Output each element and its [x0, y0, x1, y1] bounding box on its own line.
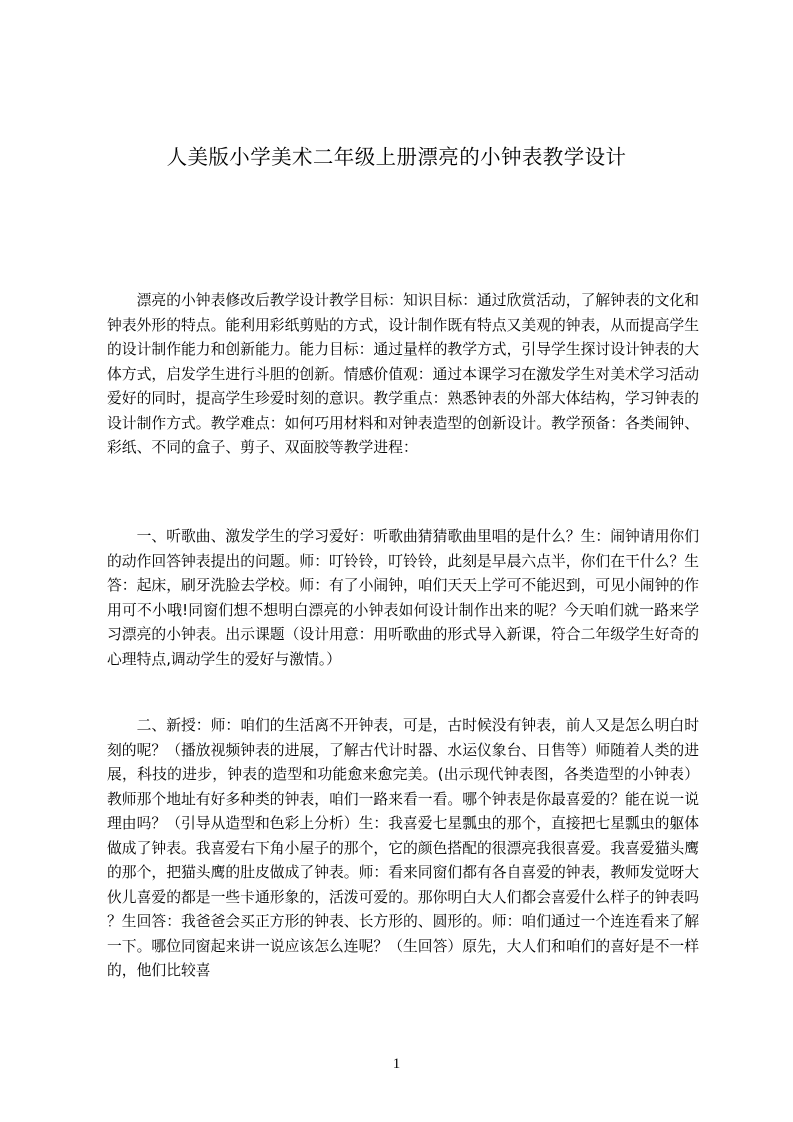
document-title: 人美版小学美术二年级上册漂亮的小钟表教学设计 [166, 145, 627, 169]
page-number: 1 [392, 1056, 401, 1072]
paragraph-teaching-goals: 漂亮的小钟表修改后教学设计教学目标：知识目标：通过欣赏活动，了解钟表的文化和钟表外形的特点。能利用彩纸剪贴的方式，设计制作既有特点又美观的钟表，从而提高学生的设计制作能力和创新能力。能力目标：通过量样的教学方式，引导学生探讨设计钟表的大体方式，启发学生进行斗胆的创新。情感价值观：通过本课学习在激发学生对美术学习活动爱好的同时，提高学生珍爱时刻的意识。教学重点：熟悉钟表的外部大体结构，学习钟表的设计制作方式。教学难点：如何巧用材料和对钟表造型的创新设计。教学预备：各类闹钟、彩纸、不同的盒子、剪子、双面胶等教学进程： [107, 292, 699, 456]
paragraph-song-intro: 一、听歌曲、激发学生的学习爱好：听歌曲猜猜歌曲里唱的是什么？生：闹钟请用你们的动作回答钟表提出的问题。师：叮铃铃，叮铃铃，此刻是早晨六点半，你们在干什么？生答：起床，刷牙洗脸去学校。师：有了小闹钟，咱们天天上学可不能迟到，可见小闹钟的作用可不小哦!同窗们想不想明白漂亮的小钟表如何设计制作出来的呢？今天咱们就一路来学习漂亮的小钟表。出示课题（设计用意：用听歌曲的形式导入新课，符合二年级学生好奇的心理特点,调动学生的爱好与激情。） [107, 528, 699, 668]
paragraph-new-lesson: 二、新授：师：咱们的生活离不开钟表，可是，古时候没有钟表，前人又是怎么明白时刻的呢？（播放视频钟表的进展，了解古代计时器、水运仪象台、日售等）师随着人类的进展，科技的进步，钟表的造型和功能愈来愈完美。(出示现代钟表图，各类造型的小钟表）教师那个地址有好多种类的钟表，咱们一路来看一看。哪个钟表是你最喜爱的？能在说一说理由吗？（引导从造型和色彩上分析）生：我喜爱七星瓢虫的那个，直接把七星瓢虫的躯体做成了钟表。我喜爱右下角小屋子的那个，它的颜色搭配的很漂亮我很喜爱。我喜爱猫头鹰的那个，把猫头鹰的肚皮做成了钟表。师：看来同窗们都有各自喜爱的钟表，教师发觉呀大伙儿喜爱的都是一些卡通形象的，活泼可爱的。那你明白大人们都会喜爱什么样子的钟表吗？生回答：我爸爸会买正方形的钟表、长方形的、圆形的。师：咱们通过一个连连看来了解一下。哪位同窗起来讲一说应该怎么连呢？（生回答）原先，大人们和咱们的喜好是不一样的，他们比较喜 [107, 717, 699, 979]
